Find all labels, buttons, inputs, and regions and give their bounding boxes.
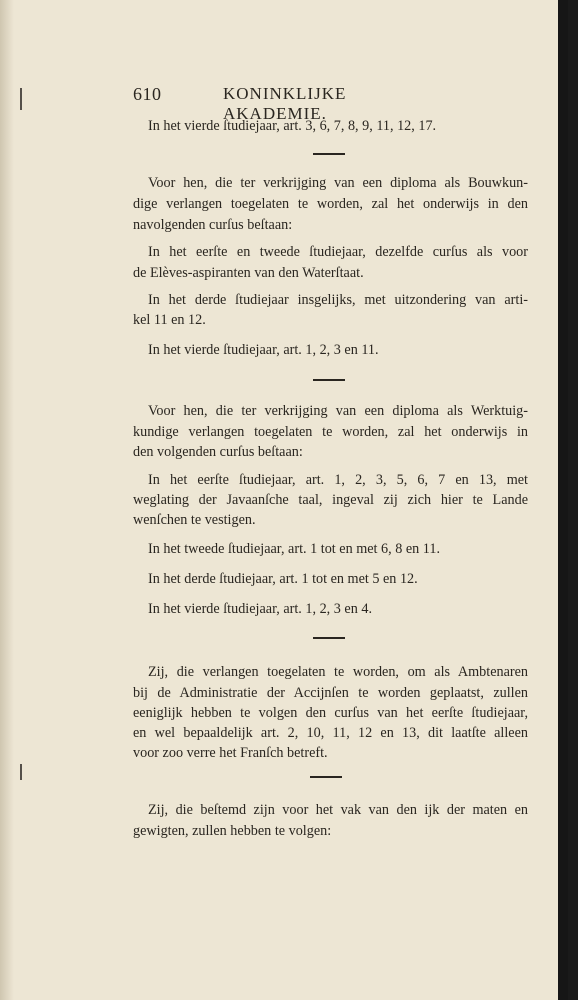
text-line: In het derde ſtudiejaar insgelijks, met uitzondering van arti- (148, 292, 528, 308)
text-line: kel 11 en 12. (133, 312, 206, 328)
text-line: In het vierde ſtudiejaar, art. 1, 2, 3 en 11. (148, 342, 379, 358)
text-line: In het vierde ſtudiejaar, art. 1, 2, 3 en 4. (148, 601, 372, 617)
text-line: eeniglijk hebben te volgen den curſus van het eerſte ſtudiejaar, (133, 705, 528, 721)
text-line: navolgenden curſus beſtaan: (133, 217, 293, 233)
text-line: In het tweede ſtudiejaar, art. 1 tot en met 6, 8 en 11. (148, 541, 441, 557)
text-line: wenſchen te vestigen. (133, 512, 256, 528)
text-line: Zij, die beſtemd zijn voor het vak van den ijk der maten en (148, 802, 528, 818)
text-line: In het eerſte en tweede ſtudiejaar, dezelfde curſus als voor (148, 244, 528, 260)
page-number: 610 (133, 84, 162, 104)
text-line: In het eerſte ſtudiejaar, art. 1, 2, 3, 5, 6, 7 en 13, met (148, 472, 528, 488)
text-line: en wel bepaaldelijk art. 2, 10, 11, 12 en 13, dit laatſte alleen (133, 725, 528, 741)
page-spine-shadow (0, 0, 14, 1000)
margin-mark (20, 88, 22, 110)
page-edge (558, 0, 568, 1000)
margin-mark (20, 764, 22, 780)
text-line: Zij, die verlangen toegelaten te worden, om als Ambtenaren (148, 664, 528, 680)
text-line: voor zoo verre het Franſch betreft. (133, 745, 328, 761)
page-header (133, 84, 433, 123)
text-line: weglating der Javaanſche taal, ingeval zij zich hier te Lande (133, 492, 528, 508)
text-line: den volgenden curſus beſtaan: (133, 444, 303, 460)
text-line: bij de Administratie der Accijnſen te worden geplaatst, zullen (133, 685, 528, 701)
section-rule (310, 776, 342, 778)
text-line: kundige verlangen toegelaten te worden, zal het onderwijs in (133, 424, 528, 440)
section-rule (313, 153, 345, 155)
running-title: KONINKLIJKE AKADEMIE. (223, 84, 347, 123)
text-line: Voor hen, die ter verkrijging van een diploma als Werktuig- (148, 403, 528, 419)
text-line: Voor hen, die ter verkrijging van een diploma als Bouwkun- (148, 175, 528, 191)
text-line: de Elèves-aspiranten van den Waterſtaat. (133, 265, 364, 281)
text-line: dige verlangen toegelaten te worden, zal het onderwijs in den (133, 196, 528, 212)
text-line: In het vierde ſtudiejaar, art. 3, 6, 7, 8, 9, 11, 12, 17. (148, 118, 437, 134)
text-line: In het derde ſtudiejaar, art. 1 tot en met 5 en 12. (148, 571, 418, 587)
section-rule (313, 379, 345, 381)
section-rule (313, 637, 345, 639)
text-line: gewigten, zullen hebben te volgen: (133, 823, 332, 839)
